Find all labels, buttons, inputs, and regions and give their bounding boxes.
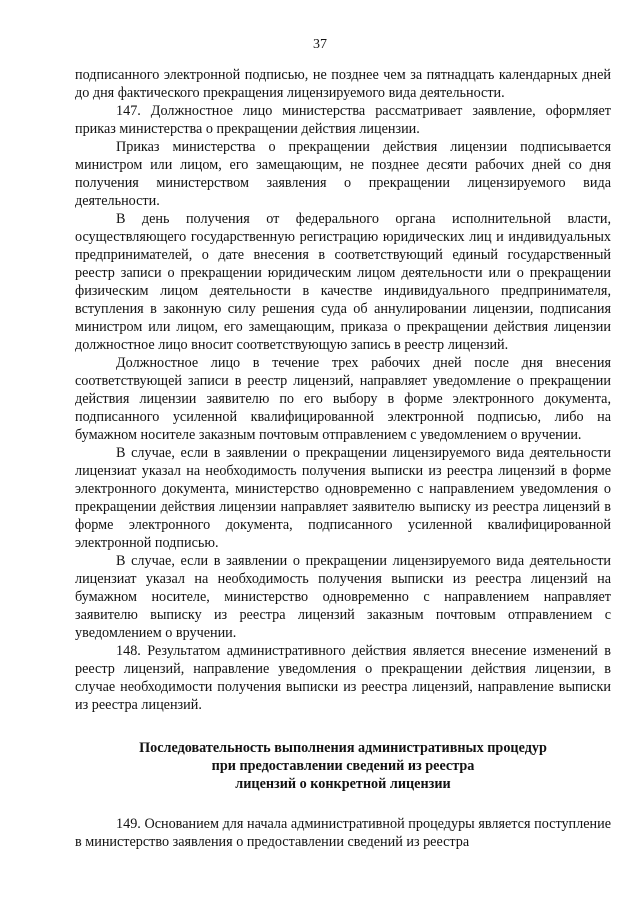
paragraphs-top — [75, 66, 611, 714]
paragraph: В день получения от федерального органа исполнительной власти, осуществляющего государственную регистрацию юридических лиц и индивидуальных предпринимателей, о дате внесения в соответствующий единый государственный реестр записи о прекращении юридическим лицом деятельности или о прекращении физическим лицом деятельности в качестве индивидуального предпринимателя, вступления в законную силу решения суда об аннулировании лицензии, подписания министром или лицом, его замещающим, приказа о прекращении действия лицензии должностное лицо вносит соответствующую запись в реестр лицензий. — [75, 211, 611, 353]
section-heading-line: лицензий о конкретной лицензии — [235, 776, 451, 792]
section-heading-line: при предоставлении сведений из реестра — [211, 758, 475, 774]
document-body — [75, 66, 611, 851]
paragraph: В случае, если в заявлении о прекращении лицензируемого вида деятельности лицензиат указал на необходимость получения выписки из реестра лицензий в форме электронного документа, министерство одновременно с направлением уведомления о прекращении действия лицензии направляет заявителю выписку из реестра лицензий в форме электронного документа, подписанного усиленной квалифицированной электронной подписью. — [75, 445, 611, 551]
paragraphs-bottom — [75, 815, 611, 851]
paragraph-147: 147. Должностное лицо министерства рассматривает заявление, оформляет приказ министерства о прекращении действия лицензии. — [75, 103, 611, 137]
page-number: 37 — [313, 37, 327, 52]
paragraph: подписанного электронной подписью, не позднее чем за пятнадцать календарных дней до дня фактического прекращения лицензируемого вида деятельности. — [75, 67, 611, 101]
section-heading — [75, 739, 611, 793]
paragraph-149: 149. Основанием для начала административной процедуры является поступление в министерство заявления о предоставлении сведений из реестра — [75, 816, 611, 850]
paragraph: Должностное лицо в течение трех рабочих дней после дня внесения соответствующей записи в реестр лицензий, направляет уведомление о прекращении действия лицензии заявителю по его выбору в форме электронного документа, подписанного усиленной квалифицированной электронной подписью, либо на бумажном носителе заказным почтовым отправлением с уведомлением о вручении. — [75, 355, 611, 443]
section-heading-line: Последовательность выполнения административных процедур — [139, 740, 547, 756]
paragraph: В случае, если в заявлении о прекращении лицензируемого вида деятельности лицензиат указал на необходимость получения выписки из реестра лицензий на бумажном носителе, министерство одновременно с направлением направляет заявителю выписку из реестра лицензий заказным почтовым отправлением с уведомлением о вручении. — [75, 553, 611, 641]
paragraph-148: 148. Результатом административного действия является внесение изменений в реестр лицензий, направление уведомления о прекращении действия лицензии, в случае необходимости получения выписки из реестра лицензий, направление выписки из реестра лицензий. — [75, 643, 611, 713]
paragraph: Приказ министерства о прекращении действия лицензии подписывается министром или лицом, его замещающим, не позднее десяти рабочих дней со дня получения министерством заявления о прекращении лицензируемого вида деятельности. — [75, 139, 611, 209]
